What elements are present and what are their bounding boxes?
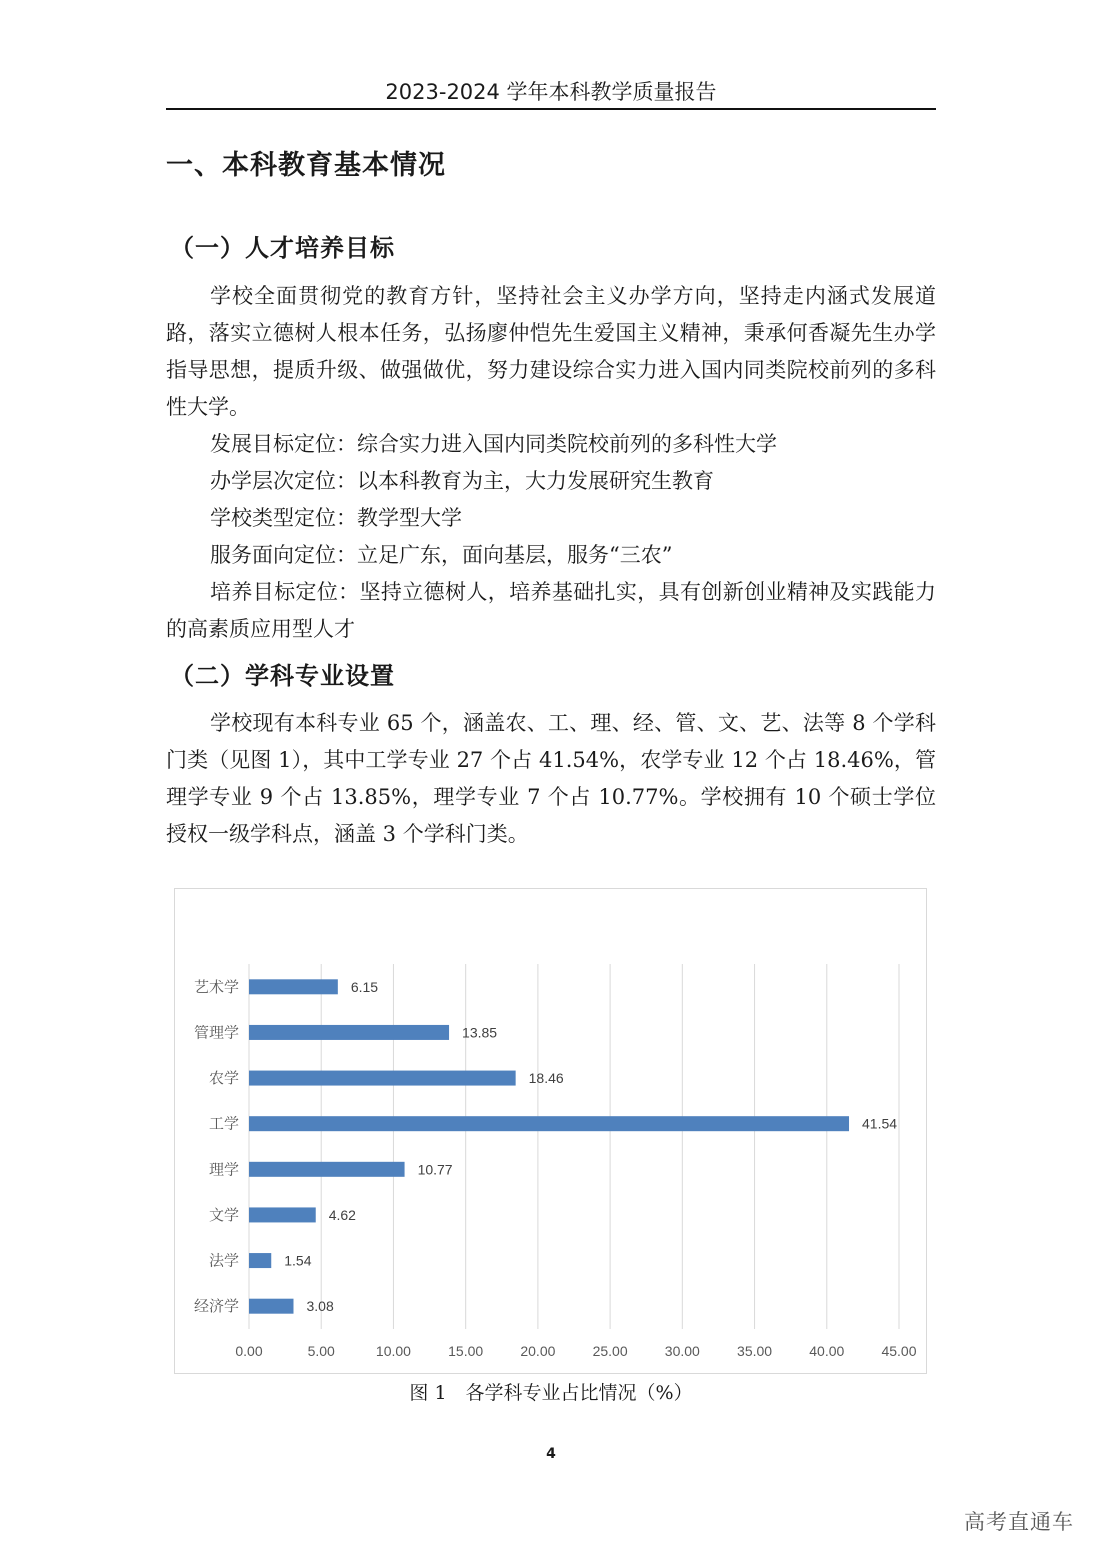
chart-canvas	[175, 889, 926, 1373]
data-label: 18.46	[528, 1070, 564, 1087]
goal-line-service: 服务面向定位：立足广东，面向基层，服务“三农”	[210, 543, 673, 567]
x-tick-label: 5.00	[307, 1343, 335, 1359]
category-label: 工学	[208, 1114, 239, 1133]
section-heading: 一、本科教育基本情况	[166, 150, 446, 181]
bar	[249, 1253, 271, 1268]
x-tick-label: 35.00	[737, 1343, 773, 1359]
x-tick-label: 10.00	[375, 1343, 411, 1359]
subsection-heading-disciplines: （二）学科专业设置	[170, 662, 395, 690]
bar	[249, 1071, 516, 1086]
x-tick-label: 20.00	[520, 1343, 556, 1359]
x-tick-label: 45.00	[881, 1343, 917, 1359]
data-label: 10.77	[417, 1161, 453, 1178]
category-label: 管理学	[193, 1023, 239, 1042]
bar	[249, 1025, 449, 1040]
data-label: 3.08	[306, 1298, 334, 1315]
x-tick-label: 25.00	[592, 1343, 628, 1359]
bar	[249, 1162, 405, 1177]
x-tick-label: 0.00	[235, 1343, 263, 1359]
x-tick-label: 30.00	[664, 1343, 700, 1359]
report-header: 2023-2024 学年本科教学质量报告	[166, 78, 936, 110]
discipline-share-chart	[174, 888, 927, 1374]
subsection-heading-talent: （一）人才培养目标	[170, 234, 395, 262]
data-label: 6.15	[350, 978, 379, 995]
category-label: 文学	[208, 1205, 239, 1224]
watermark: 高考直通车	[964, 1510, 1074, 1534]
category-label: 艺术学	[193, 977, 239, 996]
data-label: 13.85	[462, 1024, 498, 1041]
data-label: 41.54	[862, 1115, 898, 1132]
talent-intro-paragraph: 学校全面贯彻党的教育方针，坚持社会主义办学方向，坚持走内涵式发展道路，落实立德树人根本任务，弘扬廖仲恺先生爱国主义精神，秉承何香凝先生办学指导思想，提质升级、做强做优，努力建设综合实力进入国内同类院校前列的多科性大学。	[166, 284, 936, 419]
x-tick-label: 40.00	[809, 1343, 845, 1359]
category-label: 理学	[208, 1160, 239, 1179]
figure-caption: 图 1 各学科专业占比情况（%）	[409, 1382, 693, 1404]
category-label: 农学	[208, 1069, 239, 1088]
bar	[249, 1207, 316, 1222]
goal-line-development: 发展目标定位：综合实力进入国内同类院校前列的多科性大学	[210, 432, 777, 456]
goal-line-type: 学校类型定位：教学型大学	[210, 506, 462, 530]
category-label: 法学	[208, 1251, 239, 1270]
bar	[249, 979, 338, 994]
category-label: 经济学	[193, 1297, 239, 1316]
x-tick-label: 15.00	[448, 1343, 484, 1359]
page-number: 4	[546, 1446, 556, 1462]
training-goal-paragraph: 培养目标定位：坚持立德树人，培养基础扎实，具有创新创业精神及实践能力的高素质应用型人才	[166, 580, 936, 641]
bar	[249, 1299, 293, 1314]
disciplines-paragraph: 学校现有本科专业 65 个，涵盖农、工、理、经、管、文、艺、法等 8 个学科门类（见图 1），其中工学专业 27 个占 41.54%，农学专业 12 个占 18.46%，管理学专业 9 个占 13.85%，理学专业 7 个占 10.77%。学校拥有 10 个硕士学位授权一级学科点，涵盖 3 个学科门类。	[166, 711, 936, 846]
data-label: 1.54	[284, 1252, 312, 1269]
data-label: 4.62	[328, 1206, 356, 1223]
bar	[249, 1116, 849, 1131]
goal-line-level: 办学层次定位：以本科教育为主，大力发展研究生教育	[210, 469, 714, 493]
